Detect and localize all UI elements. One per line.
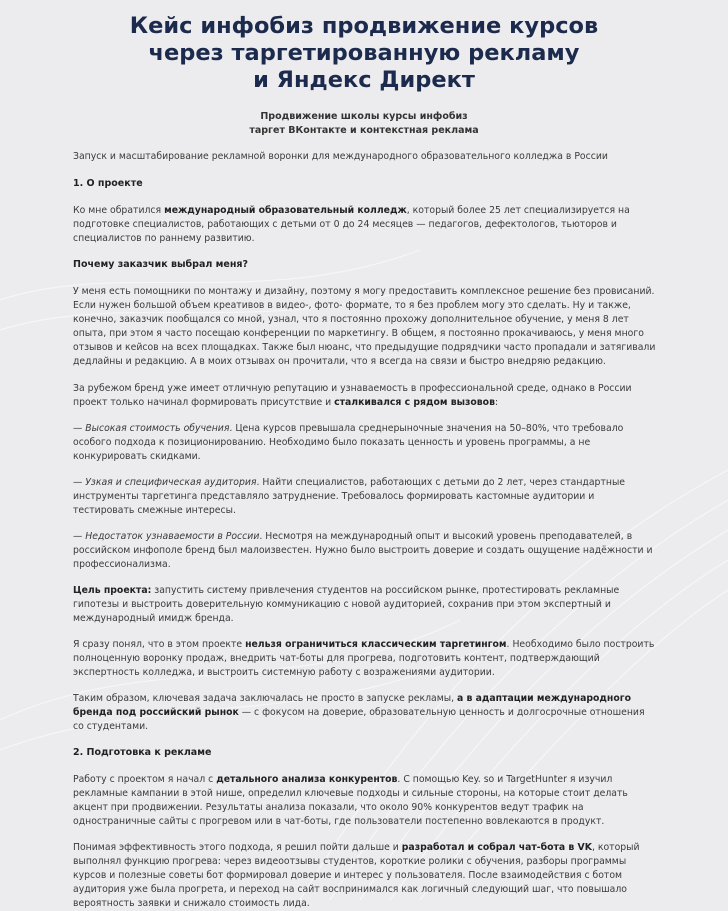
why-heading: Почему заказчик выбрал меня? xyxy=(73,259,249,270)
understood-paragraph: Я сразу понял, что в этом проекте нельзя ограничиться классическим таргетингом. Необходимо было построить полноценную воронку продаж, внедрить чат-боты для прогрева, подготовить контент, подтверждающий экспертность колледжа, и выстроить системную работу с возражениями аудитории. xyxy=(73,639,655,678)
subtitle-line: Продвижение школы курсы инфобиз xyxy=(260,111,468,122)
title-line: и Яндекс Директ xyxy=(253,67,475,93)
challenge-item: — Узкая и специфическая аудитория. Найти специалистов, работающих с детьми до 2 лет, через стандартные инструменты таргетинга представляло затруднение. Требовалось формировать кастомные аудитории и тестировать смежные интересы. xyxy=(73,477,625,516)
why-paragraph: У меня есть помощники по монтажу и дизайну, поэтому я могу предоставить комплексное решение без провисаний. Если нужен большой объем креативов в видео-, фото- формате, то я без проблем могу это сделать. Ну и также, конечно, заказчик пообщался со мной, узнал, что я постоянно прохожу дополнительное обучение, у меня 8 лет опыта, при этом я часто посещаю конференции по маркетингу. В общем, я постоянно прокачиваюсь, у меня много отзывов и кейсов на всех площадках. Также был нюанс, что предыдущие подрядчики часто пропадали и затягивали дедлайны и редакцию. А в моих отзывах он прочитали, что я всегда на связи и быстро внедряю редакцию. xyxy=(73,286,656,367)
abroad-paragraph: За рубежом бренд уже имеет отличную репутацию и узнаваемость в профессиональной среде, однако в России проект только начинал формировать присутствие и сталкивался с рядом вызовов: xyxy=(73,383,632,408)
thus-paragraph: Таким образом, ключевая задача заключалась не просто в запуске рекламы, а в адаптации международного бренда под российский рынок — с фокусом на доверие, образовательную ценность и долгосрочные отношения со студентами. xyxy=(73,693,645,732)
section-heading-preparation: 2. Подготовка к рекламе xyxy=(73,747,212,758)
section-heading-about: 1. О проекте xyxy=(73,178,143,189)
page-title xyxy=(0,0,728,94)
goal-paragraph: Цель проекта: запустить систему привлечения студентов на российском рынке, протестировать рекламные гипотезы и выстроить доверительную коммуникацию с новой аудиторией, сохранив при этом экспертный и международный имидж бренда. xyxy=(73,585,620,624)
title-line: Кейс инфобиз продвижение курсов xyxy=(129,13,599,39)
about-paragraph: Ко мне обратился международный образовательный колледж, который более 25 лет специализируется на подготовке специалистов, работающих с детьми от 0 до 24 месяцев — педагогов, дефектологов, тьюторов и специалистов по раннему развитию. xyxy=(73,205,630,244)
intro-paragraph: Запуск и масштабирование рекламной воронки для международного образовательного колледжа в России xyxy=(73,151,608,162)
page-subtitle xyxy=(0,110,728,138)
chatbot-paragraph: Понимая эффективность этого подхода, я решил пойти дальше и разработал и собрал чат-бота в VK, который выполнял функцию прогрева: через видеоотзывы студентов, короткие ролики с обучения, разборы программы курсов и полезные советы бот формировал доверие и интерес у пользователя. После взаимодействия с ботом аудитория уже была прогрета, и переход на сайт воспринимался как логичный следующий шаг, что повышало вероятность заявки и снижало стоимость лида. xyxy=(73,842,640,909)
subtitle-line: таргет ВКонтакте и контекстная реклама xyxy=(249,125,479,136)
article-body xyxy=(73,150,658,911)
challenge-item: — Недостаток узнаваемости в России. Несмотря на международный опыт и высокий уровень преподавателей, в российском инфополе бренд был малоизвестен. Нужно было выстроить доверие и создать ощущение надёжности и профессионализма. xyxy=(73,531,653,570)
challenge-item: — Высокая стоимость обучения. Цена курсов превышала среднерыночные значения на 50–80%, что требовало особого подхода к позиционированию. Необходимо было показать ценность и уровень программы, а не конкурировать скидками. xyxy=(73,423,624,462)
title-line: через таргетированную рекламу xyxy=(148,40,580,66)
analysis-paragraph: Работу с проектом я начал с детального анализа конкурентов. С помощью Key. so и TargetHunter я изучил рекламные кампании в этой нише, определил ключевые подходы и сильные стороны, на которые стоит делать акцент при продвижении. Результаты анализа показали, что около 90% конкурентов ведут трафик на одностраничные сайты с прогревом или в чат-боты, где пользователи постепенно вовлекаются в продукт. xyxy=(73,774,628,827)
